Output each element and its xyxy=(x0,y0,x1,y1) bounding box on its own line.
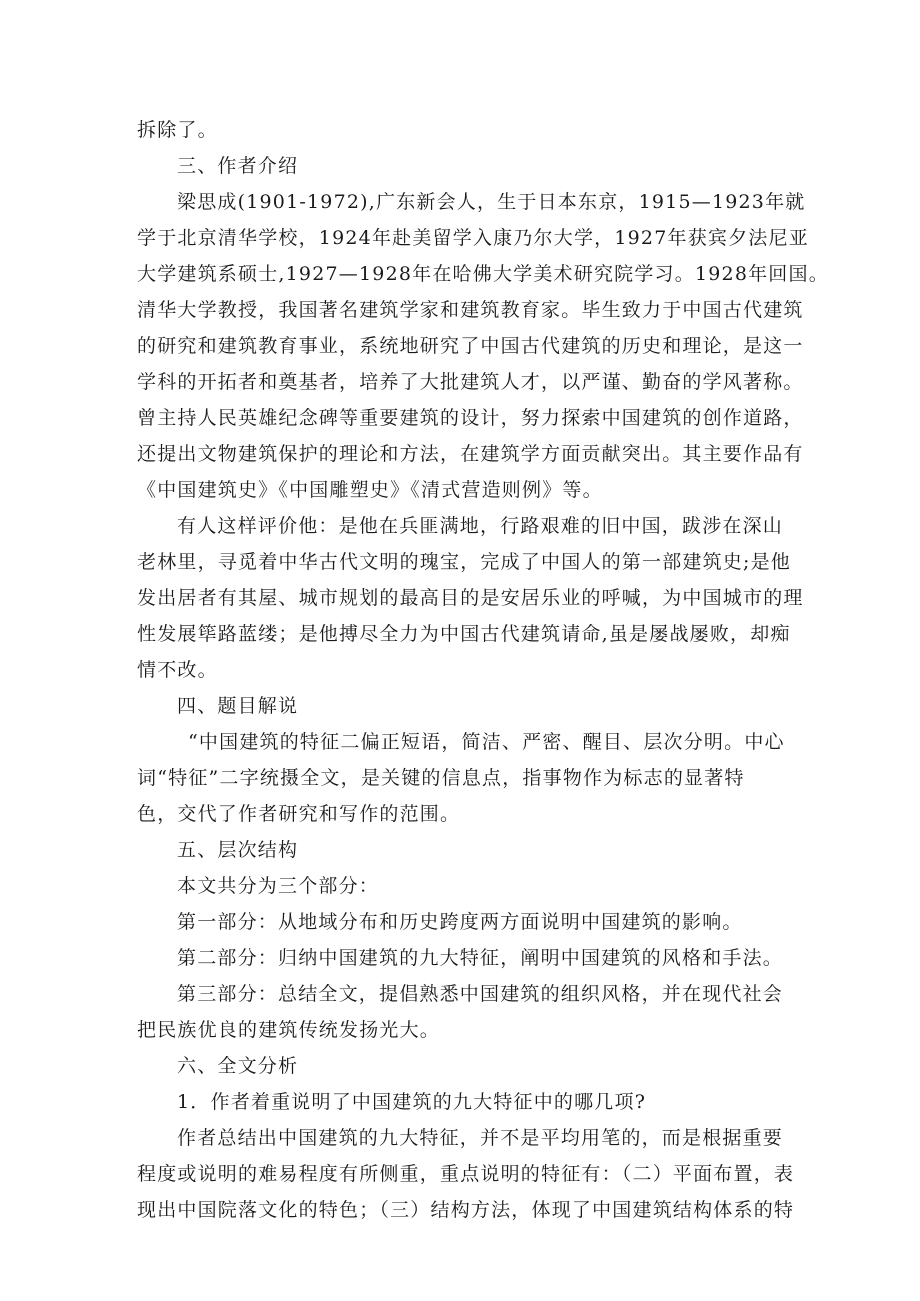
section-heading-analysis: 六、全文分析 xyxy=(177,1055,299,1077)
text-line-29: 作者总结出中国建筑的九大特征，并不是平均用笔的，而是根据重要 xyxy=(177,1127,784,1149)
text-line-22: 本文共分为三个部分： xyxy=(177,875,380,897)
section-heading-structure: 五、层次结构 xyxy=(177,839,299,861)
text-line-13: 老林里，寻觅着中华古代文明的瑰宝，完成了中国人的第一部建筑史;是他 xyxy=(137,551,792,573)
text-line-26: 把民族优良的建筑传统发扬光大。 xyxy=(137,1019,441,1041)
text-line-30: 程度或说明的难易程度有所侧重，重点说明的特征有：（二）平面布置，表 xyxy=(137,1163,795,1185)
text-line-1: 拆除了。 xyxy=(137,119,218,141)
text-line-6: 清华大学教授，我国著名建筑学家和建筑教育家。毕生致力于中国古代建筑 xyxy=(137,299,804,321)
text-line-18: “中国建筑的特征二偏正短语，简洁、严密、醒目、层次分明。中心 xyxy=(188,731,785,753)
text-line-4: 学于北京清华学校，1924年赴美留学入康乃尔大学，1927年获宾夕法尼亚 xyxy=(137,227,809,249)
text-line-10: 还提出文物建筑保护的理论和方法，在建筑学方面贡献突出。其主要作品有 xyxy=(137,443,804,465)
section-heading-author: 三、作者介绍 xyxy=(177,155,299,177)
text-line-7: 的研究和建筑教育事业，系统地研究了中国古代建筑的历史和理论，是这一 xyxy=(137,335,804,357)
question-1: 1．作者着重说明了中国建筑的九大特征中的哪几项? xyxy=(177,1091,647,1113)
text-line-9: 曾主持人民英雄纪念碑等重要建筑的设计，努力探索中国建筑的创作道路， xyxy=(137,407,804,429)
text-line-20: 色，交代了作者研究和写作的范围。 xyxy=(137,803,461,825)
text-line-15: 性发展筚路蓝缕；是他搏尽全力为中国古代建筑请命,虽是屡战屡败，却痴 xyxy=(137,623,791,645)
text-line-16: 情不改。 xyxy=(137,659,218,681)
text-line-24: 第二部分：归纳中国建筑的九大特征，阐明中国建筑的风格和手法。 xyxy=(177,947,784,969)
text-line-5: 大学建筑系硕士,1927—1928年在哈佛大学美术研究院学习。1928年回国。 xyxy=(137,263,829,285)
text-line-23: 第一部分：从地域分布和历史跨度两方面说明中国建筑的影响。 xyxy=(177,911,743,933)
text-line-8: 学科的开拓者和奠基者，培养了大批建筑人才，以严谨、勤奋的学风著称。 xyxy=(137,371,804,393)
text-line-11: 《中国建筑史》《中国雕塑史》《清式营造则例》等。 xyxy=(137,479,603,501)
text-line-25: 第三部分：总结全文，提倡熟悉中国建筑的组织风格，并在现代社会 xyxy=(177,983,784,1005)
section-heading-title: 四、题目解说 xyxy=(177,695,299,717)
text-line-31: 现出中国院落文化的特色；（三）结构方法，体现了中国建筑结构体系的特 xyxy=(137,1199,795,1221)
text-line-3: 梁思成(1901-1972),广东新会人，生于日本东京，1915—1923年就 xyxy=(177,191,806,213)
text-line-14: 发出居者有其屋、城市规划的最高目的是安居乐业的呼喊，为中国城市的理 xyxy=(137,587,804,609)
text-line-12: 有人这样评价他：是他在兵匪满地，行路艰难的旧中国，跋涉在深山 xyxy=(177,515,784,537)
text-line-19: 词“特征”二字统摄全文，是关键的信息点，指事物作为标志的显著特 xyxy=(137,767,745,789)
